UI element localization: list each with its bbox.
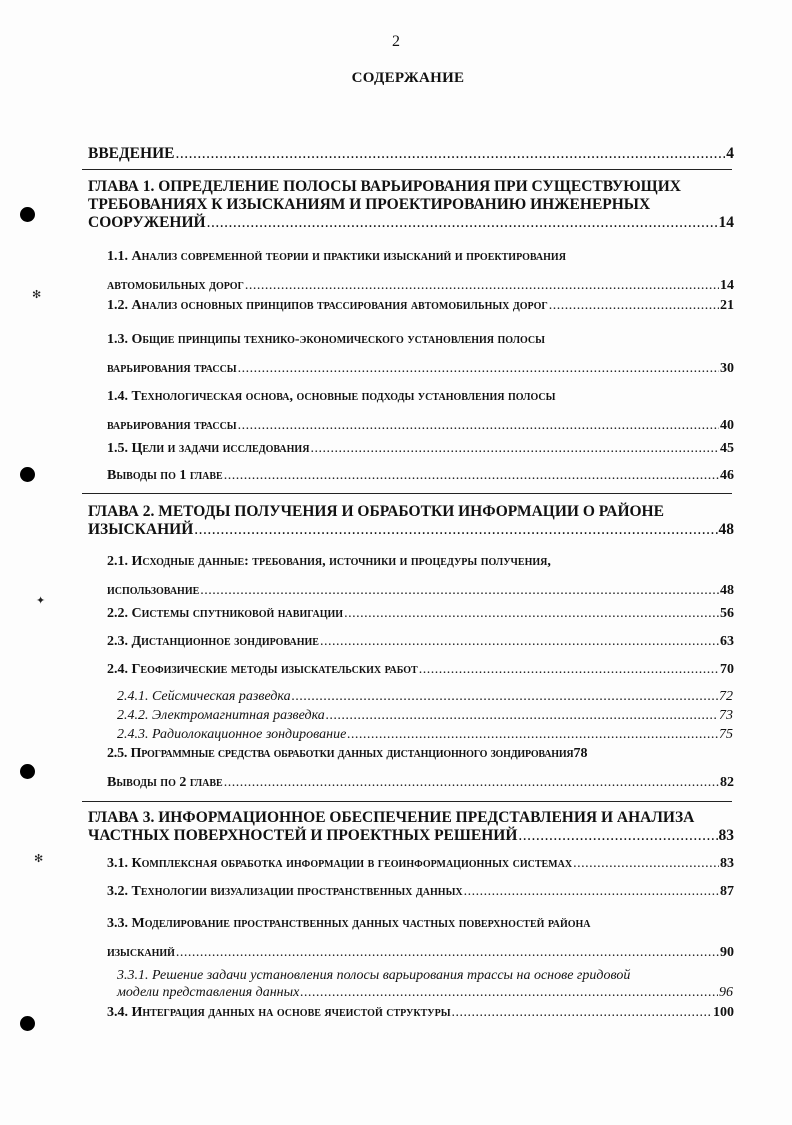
binder-hole — [20, 1016, 35, 1031]
binder-hole — [20, 207, 35, 222]
toc-entry-conclusions-2[interactable]: Выводы по 2 главе ..... 82 — [107, 774, 734, 792]
toc-entry-section-1-2[interactable]: 1.2. Анализ основных принципов трассирования автомобильных дорог ..... 21 — [107, 297, 734, 315]
toc-entry-subsection-2-4-3[interactable]: 2.4.3. Радиолокационное зондирование ..... 75 — [117, 726, 733, 743]
toc-entry-section-1-5[interactable]: 1.5. Цели и задачи исследования ..... 45 — [107, 440, 734, 458]
toc-entry-section-2-4[interactable]: 2.4. Геофизические методы изыскательских работ ..... 70 — [107, 661, 734, 679]
toc-entry-section-3-1[interactable]: 3.1. Комплексная обработка информации в геоинформационных системах ..... 83 — [107, 855, 734, 873]
toc-entry-intro[interactable]: ВВЕДЕНИЕ ..... 4 — [88, 145, 734, 163]
toc-entry-subsection-2-4-1[interactable]: 2.4.1. Сейсмическая разведка ..... 72 — [117, 688, 733, 705]
toc-entry-section-3-4[interactable]: 3.4. Интеграция данных на основе ячеистой структуры ..... 100 — [107, 1004, 734, 1022]
toc-entry-chapter-1[interactable]: ГЛАВА 1. ОПРЕДЕЛЕНИЕ ПОЛОСЫ ВАРЬИРОВАНИЯ ПРИ СУЩЕСТВУЮЩИХ ТРЕБОВАНИЯХ К ИЗЫСКАНИЯМ И ПРОЕКТИРОВАНИЮ ИНЖЕНЕРНЫХ СООРУЖЕНИЙ ..... 14 — [88, 178, 734, 232]
toc-entry-subsection-2-4-2[interactable]: 2.4.2. Электромагнитная разведка ..... 73 — [117, 707, 733, 724]
toc-entry-chapter-2[interactable]: ГЛАВА 2. МЕТОДЫ ПОЛУЧЕНИЯ И ОБРАБОТКИ ИНФОРМАЦИИ О РАЙОНЕ ИЗЫСКАНИЙ ..... 48 — [88, 503, 734, 539]
scan-mark: ✦ — [36, 595, 46, 607]
binder-hole — [20, 467, 35, 482]
toc-entry-section-2-5[interactable]: 2.5. Программные средства обработки данных дистанционного зондирования 78 — [107, 746, 588, 761]
section-rule — [82, 493, 732, 494]
toc-entry-chapter-3[interactable]: ГЛАВА 3. ИНФОРМАЦИОННОЕ ОБЕСПЕЧЕНИЕ ПРЕДСТАВЛЕНИЯ И АНАЛИЗА ЧАСТНЫХ ПОВЕРХНОСТЕЙ И ПРОЕКТНЫХ РЕШЕНИЙ ..... 83 — [88, 809, 734, 845]
toc-entry-section-2-1[interactable]: 2.1. Исходные данные: требования, источники и процедуры получения, использование ..... 48 — [107, 547, 734, 605]
toc-entry-section-2-2[interactable]: 2.2. Системы спутниковой навигации ..... 56 — [107, 605, 734, 623]
scan-mark: ✻ — [34, 853, 44, 865]
toc-entry-section-2-3[interactable]: 2.3. Дистанционное зондирование ..... 63 — [107, 633, 734, 651]
toc-entry-subsection-3-3-1[interactable]: 3.3.1. Решение задачи установления полосы варьирования трассы на основе гридовой модели представления данных ..... 96 — [117, 967, 733, 1001]
toc-title: СОДЕРЖАНИЕ — [351, 70, 465, 86]
toc-entry-section-1-4[interactable]: 1.4. Технологическая основа, основные подходы установления полосы варьирования трассы ..... 40 — [107, 382, 734, 440]
toc-entry-section-3-2[interactable]: 3.2. Технологии визуализации пространственных данных ..... 87 — [107, 883, 734, 901]
toc-entry-section-1-3[interactable]: 1.3. Общие принципы технико-экономического установления полосы варьирования трассы ..... 30 — [107, 325, 734, 383]
scan-mark: ✻ — [32, 289, 42, 301]
toc-entry-section-1-1[interactable]: 1.1. Анализ современной теории и практики изысканий и проектирования автомобильных дорог ..... 14 — [107, 242, 734, 300]
toc-entry-section-3-3[interactable]: 3.3. Моделирование пространственных данных частных поверхностей района изысканий ..... 90 — [107, 909, 734, 967]
section-rule — [82, 801, 732, 802]
toc-entry-conclusions-1[interactable]: Выводы по 1 главе ..... 46 — [107, 467, 734, 485]
binder-hole — [20, 764, 35, 779]
section-rule — [82, 169, 732, 170]
page-number: 2 — [392, 33, 400, 50]
